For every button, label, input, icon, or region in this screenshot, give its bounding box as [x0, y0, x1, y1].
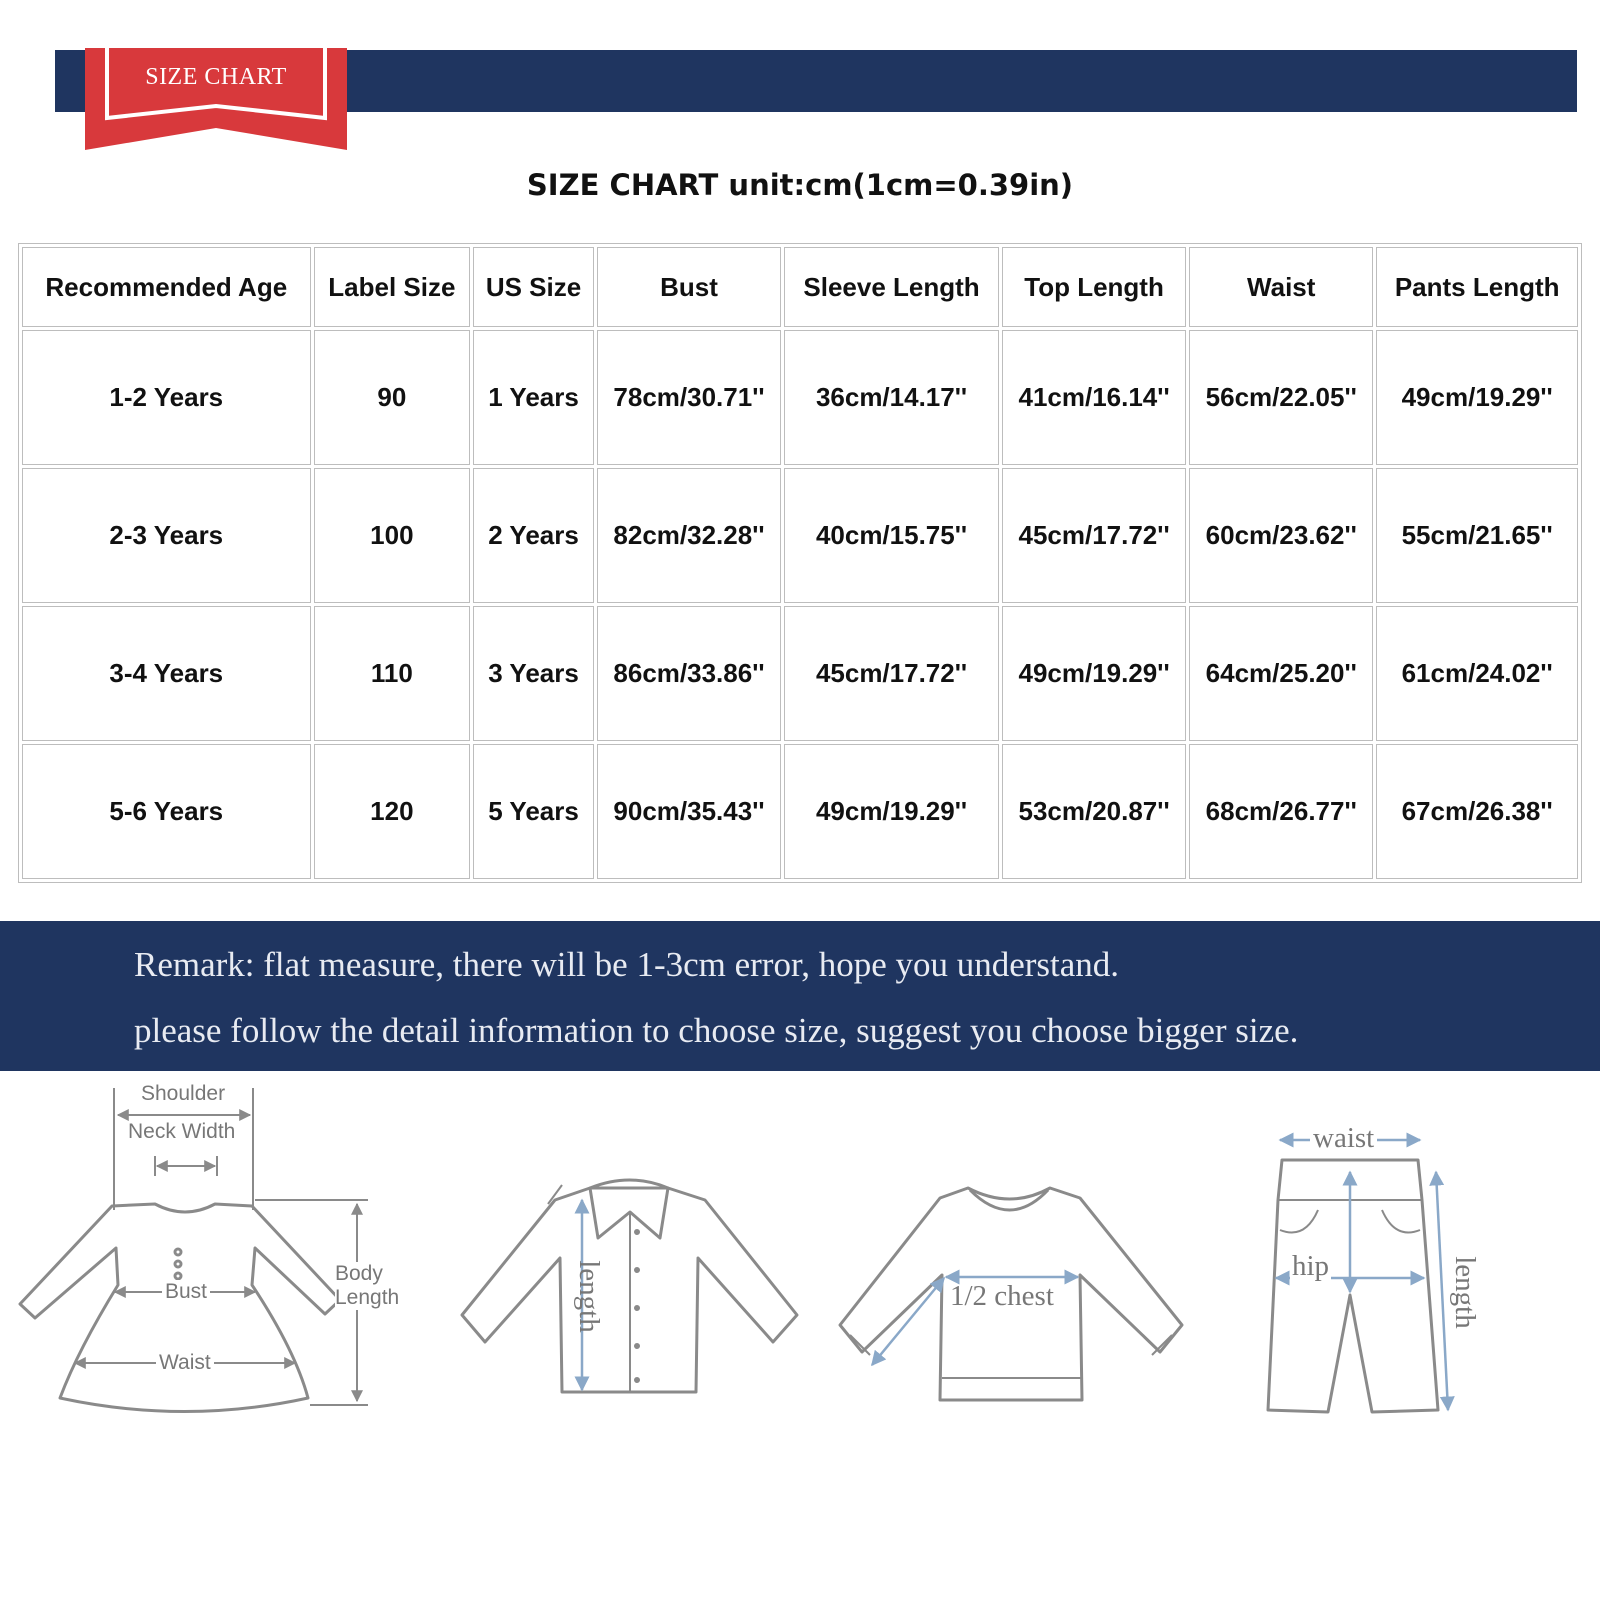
label-half-chest: 1/2 chest — [950, 1280, 1054, 1312]
cell-pants-length: 61cm/24.02'' — [1376, 606, 1578, 741]
label-pants-length: length — [1448, 1256, 1481, 1329]
cell-pants-length: 49cm/19.29'' — [1376, 330, 1578, 465]
cell-top-length: 53cm/20.87'' — [1002, 744, 1186, 879]
cell-bust: 86cm/33.86'' — [597, 606, 781, 741]
sleeve-measure-arrow — [872, 1278, 944, 1365]
cell-label-size: 110 — [314, 606, 471, 741]
cell-label-size: 100 — [314, 468, 471, 603]
cell-us-size: 3 Years — [473, 606, 594, 741]
measurement-illustrations — [0, 1080, 1600, 1480]
header-pants-length: Pants Length — [1376, 247, 1578, 327]
header-sleeve-length: Sleeve Length — [784, 247, 999, 327]
table-title: SIZE CHART unit:cm(1cm=0.39in) — [526, 168, 1074, 202]
label-neck-width: Neck Width — [128, 1120, 236, 1143]
pants-length-arrow — [1436, 1172, 1448, 1410]
size-chart-ribbon — [85, 48, 345, 152]
cell-age: 2-3 Years — [22, 468, 311, 603]
cell-label-size: 90 — [314, 330, 471, 465]
label-shirt-length: length — [572, 1260, 605, 1333]
size-table — [18, 243, 1582, 883]
cell-age: 5-6 Years — [22, 744, 311, 879]
ribbon-label: SIZE CHART — [145, 64, 287, 90]
label-pants-hip: hip — [1292, 1250, 1330, 1282]
cell-waist: 64cm/25.20'' — [1189, 606, 1373, 741]
table-row — [22, 468, 1578, 603]
table-row — [22, 606, 1578, 741]
cell-sleeve-length: 45cm/17.72'' — [784, 606, 999, 741]
cell-bust: 82cm/32.28'' — [597, 468, 781, 603]
label-body-length-line2: Length — [335, 1286, 400, 1309]
label-body-length-line1: Body — [335, 1262, 383, 1285]
cell-waist: 56cm/22.05'' — [1189, 330, 1373, 465]
cell-bust: 90cm/35.43'' — [597, 744, 781, 879]
cell-age: 1-2 Years — [22, 330, 311, 465]
cell-pants-length: 67cm/26.38'' — [1376, 744, 1578, 879]
cell-waist: 68cm/26.77'' — [1189, 744, 1373, 879]
header-waist: Waist — [1189, 247, 1373, 327]
cell-sleeve-length: 40cm/15.75'' — [784, 468, 999, 603]
remark-banner — [0, 921, 1600, 1071]
cell-waist: 60cm/23.62'' — [1189, 468, 1373, 603]
cell-top-length: 49cm/19.29'' — [1002, 606, 1186, 741]
table-row — [22, 744, 1578, 879]
cell-label-size: 120 — [314, 744, 471, 879]
header-label-size: Label Size — [314, 247, 471, 327]
table-header-row — [22, 247, 1578, 327]
label-bust: Bust — [162, 1280, 210, 1304]
table-row — [22, 330, 1578, 465]
header-us-size: US Size — [473, 247, 594, 327]
header-top-length: Top Length — [1002, 247, 1186, 327]
label-pants-waist: waist — [1310, 1122, 1377, 1155]
header-recommended-age: Recommended Age — [22, 247, 311, 327]
cell-us-size: 2 Years — [473, 468, 594, 603]
header-bust: Bust — [597, 247, 781, 327]
cell-top-length: 45cm/17.72'' — [1002, 468, 1186, 603]
cell-sleeve-length: 36cm/14.17'' — [784, 330, 999, 465]
shirt-diagram — [462, 1180, 797, 1392]
cell-age: 3-4 Years — [22, 606, 311, 741]
label-shoulder: Shoulder — [138, 1082, 228, 1106]
remark-line-2: please follow the detail information to choose size, suggest you choose bigger size. — [134, 1011, 1299, 1050]
cell-top-length: 41cm/16.14'' — [1002, 330, 1186, 465]
cell-sleeve-length: 49cm/19.29'' — [784, 744, 999, 879]
pants-diagram — [1268, 1160, 1438, 1412]
cell-us-size: 5 Years — [473, 744, 594, 879]
label-waist: Waist — [156, 1351, 214, 1375]
cell-us-size: 1 Years — [473, 330, 594, 465]
cell-pants-length: 55cm/21.65'' — [1376, 468, 1578, 603]
remark-line-1: Remark: flat measure, there will be 1-3cm error, hope you understand. — [134, 945, 1120, 984]
cell-bust: 78cm/30.71'' — [597, 330, 781, 465]
